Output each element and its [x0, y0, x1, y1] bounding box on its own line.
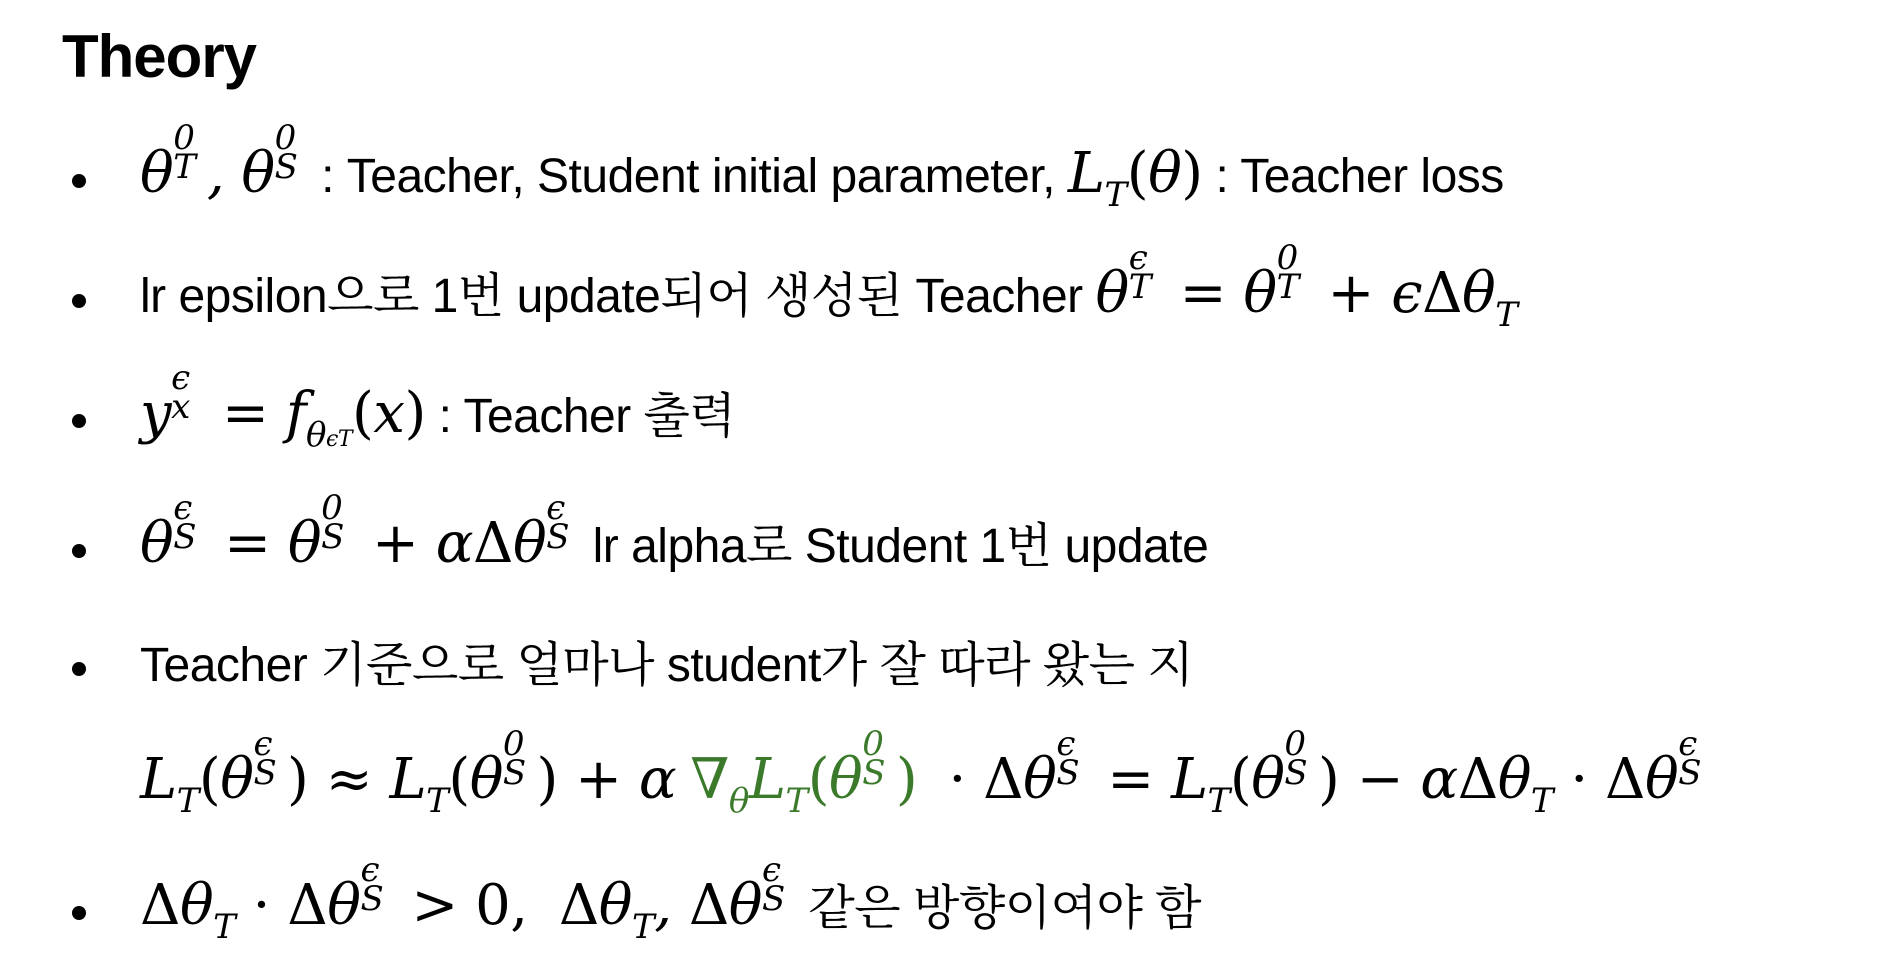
bullet-dot — [72, 662, 86, 676]
bullet-text-3 — [140, 358, 736, 455]
bullet-row-4 — [0, 488, 1886, 588]
bullet-text-1 — [140, 118, 1504, 215]
bullet-1-text: : Teacher, Student initial parameter, — [308, 150, 1068, 203]
math-teacher-output: y ϵ x = $f_{\theta\epsilon T}(x)$ — [140, 358, 426, 455]
bullet-row-6 — [0, 850, 1886, 950]
equation-row — [0, 720, 1886, 820]
bullet-dot — [72, 414, 86, 428]
math-theta-T0-S0: θ 0 T , θ 0 S — [140, 118, 298, 206]
bullet-dot — [72, 544, 86, 558]
bullet-row-5 — [0, 608, 1886, 708]
bullet-row-1 — [0, 118, 1886, 218]
bullet-dot — [72, 294, 86, 308]
bullet-text-2 — [140, 238, 1518, 335]
bullet-3-text: : Teacher 출력 — [425, 390, 736, 443]
gradient-term: $\nabla_\theta L_T(\theta$ 0 S ) — [690, 724, 918, 821]
math-teacher-loss: $L_T(\theta)$ — [1067, 141, 1203, 215]
math-student-update: θ ϵ S = θ 0 S + αΔθ ϵ S — [140, 488, 569, 576]
math-teacher-update: θ ϵ T = θ 0 T + ϵΔθ$_T$ — [1095, 238, 1518, 335]
bullet-dot — [72, 174, 86, 188]
bullet-1-text-2: : Teacher loss — [1202, 150, 1504, 203]
bullet-text-5: Teacher 기준으로 얼마나 student가 잘 따라 왔는 지 — [140, 639, 1194, 692]
bullet-2-text: lr epsilon으로 1번 update되어 생성된 Teacher — [140, 270, 1096, 323]
bullet-row-2 — [0, 238, 1886, 338]
bullet-6-text: 같은 방향이여야 함 — [795, 882, 1202, 935]
bullet-4-text: lr alpha로 Student 1번 update — [579, 520, 1209, 573]
bullet-dot — [72, 906, 86, 920]
taylor-equation: $L_T(\theta$ ϵ S ) ≈ $L_T(\theta$ 0 S ) + α $\nabla_\theta L_T(\theta$ 0 S ) · Δθ ϵ S = $L_T(\theta$ 0 S ) − αΔθ$_T$ · Δθ ϵ S — [140, 724, 1701, 821]
bullet-text-6 — [140, 850, 1202, 947]
bullet-row-3 — [0, 358, 1886, 458]
math-direction-condition: $\Delta\theta_T \cdot \Delta\theta$ ϵ S > 0, $\Delta\theta_T$, Δθ ϵ S — [140, 850, 785, 947]
slide-title: Theory — [62, 23, 257, 90]
bullet-text-4 — [140, 488, 1209, 576]
